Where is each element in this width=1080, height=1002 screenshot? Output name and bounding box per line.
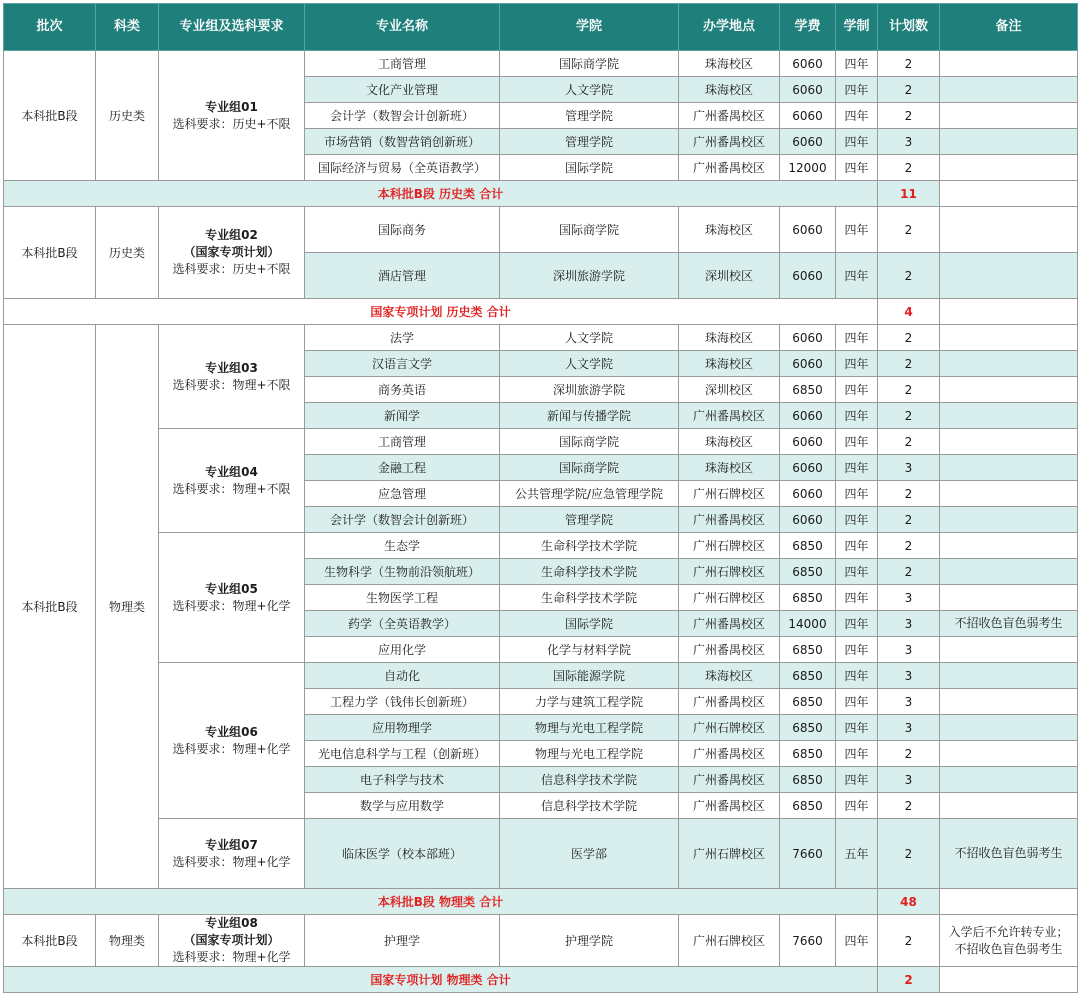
note-cell [940, 793, 1078, 819]
major-cell: 生物医学工程 [305, 585, 500, 611]
duration-cell: 四年 [836, 429, 878, 455]
group-cell [159, 533, 305, 663]
campus-cell: 广州番禺校区 [679, 507, 780, 533]
admission-plan-table [3, 3, 1078, 993]
plan-cell: 3 [878, 767, 940, 793]
campus-cell: 广州番禺校区 [679, 103, 780, 129]
campus-cell: 广州番禺校区 [679, 129, 780, 155]
duration-cell: 四年 [836, 585, 878, 611]
plan-cell: 2 [878, 51, 940, 77]
campus-cell: 广州石牌校区 [679, 559, 780, 585]
category-cell: 物理类 [96, 325, 159, 889]
group-name: 专业组03 [205, 360, 258, 375]
note-cell [940, 253, 1078, 299]
major-cell: 光电信息科学与工程（创新班） [305, 741, 500, 767]
subtotal-label: 本科批B段 物理类 合计 [4, 889, 878, 915]
campus-cell: 广州番禺校区 [679, 741, 780, 767]
plan-cell: 3 [878, 637, 940, 663]
group-name: 专业组08 [205, 916, 258, 930]
duration-cell: 四年 [836, 611, 878, 637]
duration-cell: 四年 [836, 129, 878, 155]
campus-cell: 珠海校区 [679, 77, 780, 103]
note-cell [940, 155, 1078, 181]
subtotal-value: 48 [878, 889, 940, 915]
table-row [4, 51, 1078, 77]
duration-cell: 四年 [836, 767, 878, 793]
fee-cell: 6850 [780, 377, 836, 403]
major-cell: 会计学（数智会计创新班） [305, 507, 500, 533]
major-cell: 酒店管理 [305, 253, 500, 299]
college-cell: 国际能源学院 [500, 663, 679, 689]
plan-cell: 2 [878, 793, 940, 819]
note-cell [940, 767, 1078, 793]
college-cell: 生命科学技术学院 [500, 533, 679, 559]
college-cell: 人文学院 [500, 77, 679, 103]
plan-cell: 2 [878, 351, 940, 377]
note-cell: 不招收色盲色弱考生 [940, 819, 1078, 889]
fee-cell: 6060 [780, 429, 836, 455]
major-cell: 国际商务 [305, 207, 500, 253]
note-cell [940, 207, 1078, 253]
college-cell: 信息科学技术学院 [500, 767, 679, 793]
college-cell: 化学与材料学院 [500, 637, 679, 663]
fee-cell: 6060 [780, 351, 836, 377]
subtotal-value: 11 [878, 181, 940, 207]
duration-cell: 四年 [836, 915, 878, 967]
note-cell [940, 585, 1078, 611]
college-cell: 物理与光电工程学院 [500, 741, 679, 767]
note-cell [940, 637, 1078, 663]
fee-cell: 14000 [780, 611, 836, 637]
header-plan: 计划数 [878, 4, 940, 51]
fee-cell: 6060 [780, 455, 836, 481]
table-body [4, 51, 1078, 993]
fee-cell: 6060 [780, 103, 836, 129]
batch-cell: 本科批B段 [4, 51, 96, 181]
major-cell: 汉语言文学 [305, 351, 500, 377]
note-cell [940, 741, 1078, 767]
duration-cell: 四年 [836, 51, 878, 77]
note-cell [940, 129, 1078, 155]
major-cell: 会计学（数智会计创新班） [305, 103, 500, 129]
major-cell: 药学（全英语教学） [305, 611, 500, 637]
header-note: 备注 [940, 4, 1078, 51]
group-requirement: 选科要求：物理+化学 [172, 854, 291, 869]
campus-cell: 广州番禺校区 [679, 767, 780, 793]
header-fee: 学费 [780, 4, 836, 51]
fee-cell: 6850 [780, 741, 836, 767]
campus-cell: 广州石牌校区 [679, 481, 780, 507]
header-category: 科类 [96, 4, 159, 51]
campus-cell: 广州番禺校区 [679, 793, 780, 819]
fee-cell: 12000 [780, 155, 836, 181]
fee-cell: 6850 [780, 793, 836, 819]
duration-cell: 四年 [836, 793, 878, 819]
fee-cell: 7660 [780, 819, 836, 889]
plan-cell: 2 [878, 403, 940, 429]
major-cell: 金融工程 [305, 455, 500, 481]
college-cell: 人文学院 [500, 351, 679, 377]
subtotal-label: 本科批B段 历史类 合计 [4, 181, 878, 207]
campus-cell: 珠海校区 [679, 207, 780, 253]
table-row [4, 533, 1078, 559]
note-cell [940, 715, 1078, 741]
group-requirement: 选科要求：物理+不限 [172, 377, 291, 392]
major-cell: 工程力学（钱伟长创新班） [305, 689, 500, 715]
plan-cell: 3 [878, 129, 940, 155]
category-cell: 物理类 [96, 915, 159, 967]
campus-cell: 深圳校区 [679, 253, 780, 299]
campus-cell: 珠海校区 [679, 351, 780, 377]
note-cell: 入学后不允许转专业； 不招收色盲色弱考生 [940, 915, 1078, 967]
group-requirement: 选科要求：物理+化学 [172, 950, 291, 964]
group-cell [159, 819, 305, 889]
duration-cell: 四年 [836, 741, 878, 767]
subtotal-label: 国家专项计划 历史类 合计 [4, 299, 878, 325]
fee-cell: 6060 [780, 129, 836, 155]
fee-cell: 7660 [780, 915, 836, 967]
plan-cell: 2 [878, 253, 940, 299]
group-requirement: 选科要求：物理+化学 [172, 741, 291, 756]
major-cell: 临床医学（校本部班） [305, 819, 500, 889]
category-cell: 历史类 [96, 51, 159, 181]
major-cell: 应急管理 [305, 481, 500, 507]
college-cell: 管理学院 [500, 103, 679, 129]
duration-cell: 四年 [836, 325, 878, 351]
college-cell: 人文学院 [500, 325, 679, 351]
note-cell [940, 403, 1078, 429]
header-college: 学院 [500, 4, 679, 51]
fee-cell: 6060 [780, 253, 836, 299]
table-row [4, 663, 1078, 689]
subtotal-row [4, 181, 1078, 207]
note-cell [940, 689, 1078, 715]
fee-cell: 6060 [780, 207, 836, 253]
fee-cell: 6060 [780, 403, 836, 429]
campus-cell: 广州石牌校区 [679, 715, 780, 741]
college-cell: 新闻与传播学院 [500, 403, 679, 429]
group-requirement: 选科要求：历史+不限 [172, 116, 291, 131]
college-cell: 护理学院 [500, 915, 679, 967]
campus-cell: 广州番禺校区 [679, 637, 780, 663]
group-cell [159, 325, 305, 429]
plan-cell: 2 [878, 819, 940, 889]
header-group: 专业组及选科要求 [159, 4, 305, 51]
plan-cell: 2 [878, 77, 940, 103]
group-name: 专业组06 [205, 724, 258, 739]
duration-cell: 四年 [836, 351, 878, 377]
college-cell: 国际商学院 [500, 455, 679, 481]
duration-cell: 四年 [836, 637, 878, 663]
major-cell: 生态学 [305, 533, 500, 559]
note-cell [940, 429, 1078, 455]
major-cell: 市场营销（数智营销创新班） [305, 129, 500, 155]
group-cell [159, 915, 305, 967]
fee-cell: 6060 [780, 507, 836, 533]
table-header-row [4, 4, 1078, 51]
subtotal-row [4, 889, 1078, 915]
group-name: 专业组07 [205, 837, 258, 852]
fee-cell: 6850 [780, 585, 836, 611]
duration-cell: 四年 [836, 481, 878, 507]
college-cell: 国际商学院 [500, 51, 679, 77]
college-cell: 管理学院 [500, 507, 679, 533]
plan-cell: 2 [878, 377, 940, 403]
group-cell [159, 207, 305, 299]
group-name: 专业组01 [205, 99, 258, 114]
header-major: 专业名称 [305, 4, 500, 51]
group-name: 专业组05 [205, 581, 258, 596]
campus-cell: 广州番禺校区 [679, 611, 780, 637]
fee-cell: 6060 [780, 51, 836, 77]
subtotal-value: 4 [878, 299, 940, 325]
major-cell: 国际经济与贸易（全英语教学） [305, 155, 500, 181]
plan-cell: 2 [878, 207, 940, 253]
note-cell [940, 77, 1078, 103]
header-campus: 办学地点 [679, 4, 780, 51]
duration-cell: 四年 [836, 403, 878, 429]
note-cell [940, 103, 1078, 129]
college-cell: 国际学院 [500, 155, 679, 181]
note-cell [940, 351, 1078, 377]
plan-cell: 3 [878, 689, 940, 715]
college-cell: 国际学院 [500, 611, 679, 637]
plan-cell: 2 [878, 915, 940, 967]
fee-cell: 6850 [780, 689, 836, 715]
subtotal-label: 国家专项计划 物理类 合计 [4, 967, 878, 993]
college-cell: 管理学院 [500, 129, 679, 155]
college-cell: 国际商学院 [500, 429, 679, 455]
campus-cell: 广州番禺校区 [679, 689, 780, 715]
batch-cell: 本科批B段 [4, 325, 96, 889]
college-cell: 物理与光电工程学院 [500, 715, 679, 741]
major-cell: 数学与应用数学 [305, 793, 500, 819]
major-cell: 工商管理 [305, 51, 500, 77]
table-row [4, 915, 1078, 967]
fee-cell: 6850 [780, 767, 836, 793]
major-cell: 应用化学 [305, 637, 500, 663]
fee-cell: 6850 [780, 715, 836, 741]
plan-cell: 2 [878, 429, 940, 455]
batch-cell: 本科批B段 [4, 915, 96, 967]
college-cell: 生命科学技术学院 [500, 585, 679, 611]
duration-cell: 四年 [836, 715, 878, 741]
major-cell: 商务英语 [305, 377, 500, 403]
group-cell [159, 51, 305, 181]
major-cell: 文化产业管理 [305, 77, 500, 103]
group-special: （国家专项计划） [183, 245, 280, 259]
duration-cell: 四年 [836, 507, 878, 533]
duration-cell: 四年 [836, 559, 878, 585]
major-cell: 生物科学（生物前沿领航班） [305, 559, 500, 585]
plan-cell: 2 [878, 481, 940, 507]
fee-cell: 6850 [780, 559, 836, 585]
campus-cell: 广州石牌校区 [679, 533, 780, 559]
major-cell: 应用物理学 [305, 715, 500, 741]
college-cell: 国际商学院 [500, 207, 679, 253]
subtotal-value: 2 [878, 967, 940, 993]
fee-cell: 6850 [780, 533, 836, 559]
group-cell [159, 429, 305, 533]
plan-cell: 2 [878, 559, 940, 585]
subtotal-row [4, 967, 1078, 993]
fee-cell: 6850 [780, 637, 836, 663]
plan-cell: 2 [878, 507, 940, 533]
campus-cell: 广州石牌校区 [679, 585, 780, 611]
subtotal-row [4, 299, 1078, 325]
group-requirement: 选科要求：物理+不限 [172, 481, 291, 496]
college-cell: 信息科学技术学院 [500, 793, 679, 819]
duration-cell: 四年 [836, 103, 878, 129]
campus-cell: 深圳校区 [679, 377, 780, 403]
note-cell [940, 481, 1078, 507]
plan-cell: 3 [878, 611, 940, 637]
major-cell: 法学 [305, 325, 500, 351]
category-cell: 历史类 [96, 207, 159, 299]
duration-cell: 五年 [836, 819, 878, 889]
plan-cell: 2 [878, 741, 940, 767]
major-cell: 工商管理 [305, 429, 500, 455]
subtotal-note [940, 889, 1078, 915]
note-cell [940, 325, 1078, 351]
campus-cell: 广州石牌校区 [679, 915, 780, 967]
plan-cell: 2 [878, 533, 940, 559]
duration-cell: 四年 [836, 253, 878, 299]
major-cell: 自动化 [305, 663, 500, 689]
table-row [4, 429, 1078, 455]
fee-cell: 6060 [780, 325, 836, 351]
note-cell [940, 533, 1078, 559]
header-duration: 学制 [836, 4, 878, 51]
note-cell [940, 51, 1078, 77]
group-name: 专业组02 [205, 228, 258, 242]
college-cell: 力学与建筑工程学院 [500, 689, 679, 715]
header-batch: 批次 [4, 4, 96, 51]
campus-cell: 广州石牌校区 [679, 819, 780, 889]
duration-cell: 四年 [836, 155, 878, 181]
subtotal-note [940, 967, 1078, 993]
campus-cell: 广州番禺校区 [679, 403, 780, 429]
group-special: （国家专项计划） [183, 933, 280, 947]
table-row [4, 325, 1078, 351]
subtotal-note [940, 181, 1078, 207]
note-cell [940, 377, 1078, 403]
note-cell [940, 559, 1078, 585]
plan-cell: 3 [878, 715, 940, 741]
major-cell: 新闻学 [305, 403, 500, 429]
plan-cell: 2 [878, 103, 940, 129]
major-cell: 电子科学与技术 [305, 767, 500, 793]
batch-cell: 本科批B段 [4, 207, 96, 299]
note-cell [940, 507, 1078, 533]
college-cell: 生命科学技术学院 [500, 559, 679, 585]
group-requirement: 选科要求：历史+不限 [172, 262, 291, 276]
major-cell: 护理学 [305, 915, 500, 967]
duration-cell: 四年 [836, 689, 878, 715]
duration-cell: 四年 [836, 207, 878, 253]
plan-cell: 3 [878, 585, 940, 611]
college-cell: 深圳旅游学院 [500, 253, 679, 299]
duration-cell: 四年 [836, 663, 878, 689]
note-cell: 不招收色盲色弱考生 [940, 611, 1078, 637]
duration-cell: 四年 [836, 377, 878, 403]
college-cell: 公共管理学院/应急管理学院 [500, 481, 679, 507]
subtotal-note [940, 299, 1078, 325]
plan-cell: 2 [878, 155, 940, 181]
table-row [4, 207, 1078, 253]
duration-cell: 四年 [836, 77, 878, 103]
campus-cell: 珠海校区 [679, 429, 780, 455]
group-name: 专业组04 [205, 464, 258, 479]
plan-cell: 3 [878, 455, 940, 481]
campus-cell: 珠海校区 [679, 663, 780, 689]
duration-cell: 四年 [836, 533, 878, 559]
campus-cell: 珠海校区 [679, 325, 780, 351]
fee-cell: 6060 [780, 481, 836, 507]
plan-cell: 3 [878, 663, 940, 689]
campus-cell: 珠海校区 [679, 455, 780, 481]
campus-cell: 广州番禺校区 [679, 155, 780, 181]
plan-cell: 2 [878, 325, 940, 351]
group-cell [159, 663, 305, 819]
fee-cell: 6850 [780, 663, 836, 689]
college-cell: 医学部 [500, 819, 679, 889]
note-cell [940, 455, 1078, 481]
group-requirement: 选科要求：物理+化学 [172, 598, 291, 613]
college-cell: 深圳旅游学院 [500, 377, 679, 403]
fee-cell: 6060 [780, 77, 836, 103]
duration-cell: 四年 [836, 455, 878, 481]
table-row [4, 819, 1078, 889]
campus-cell: 珠海校区 [679, 51, 780, 77]
note-cell [940, 663, 1078, 689]
